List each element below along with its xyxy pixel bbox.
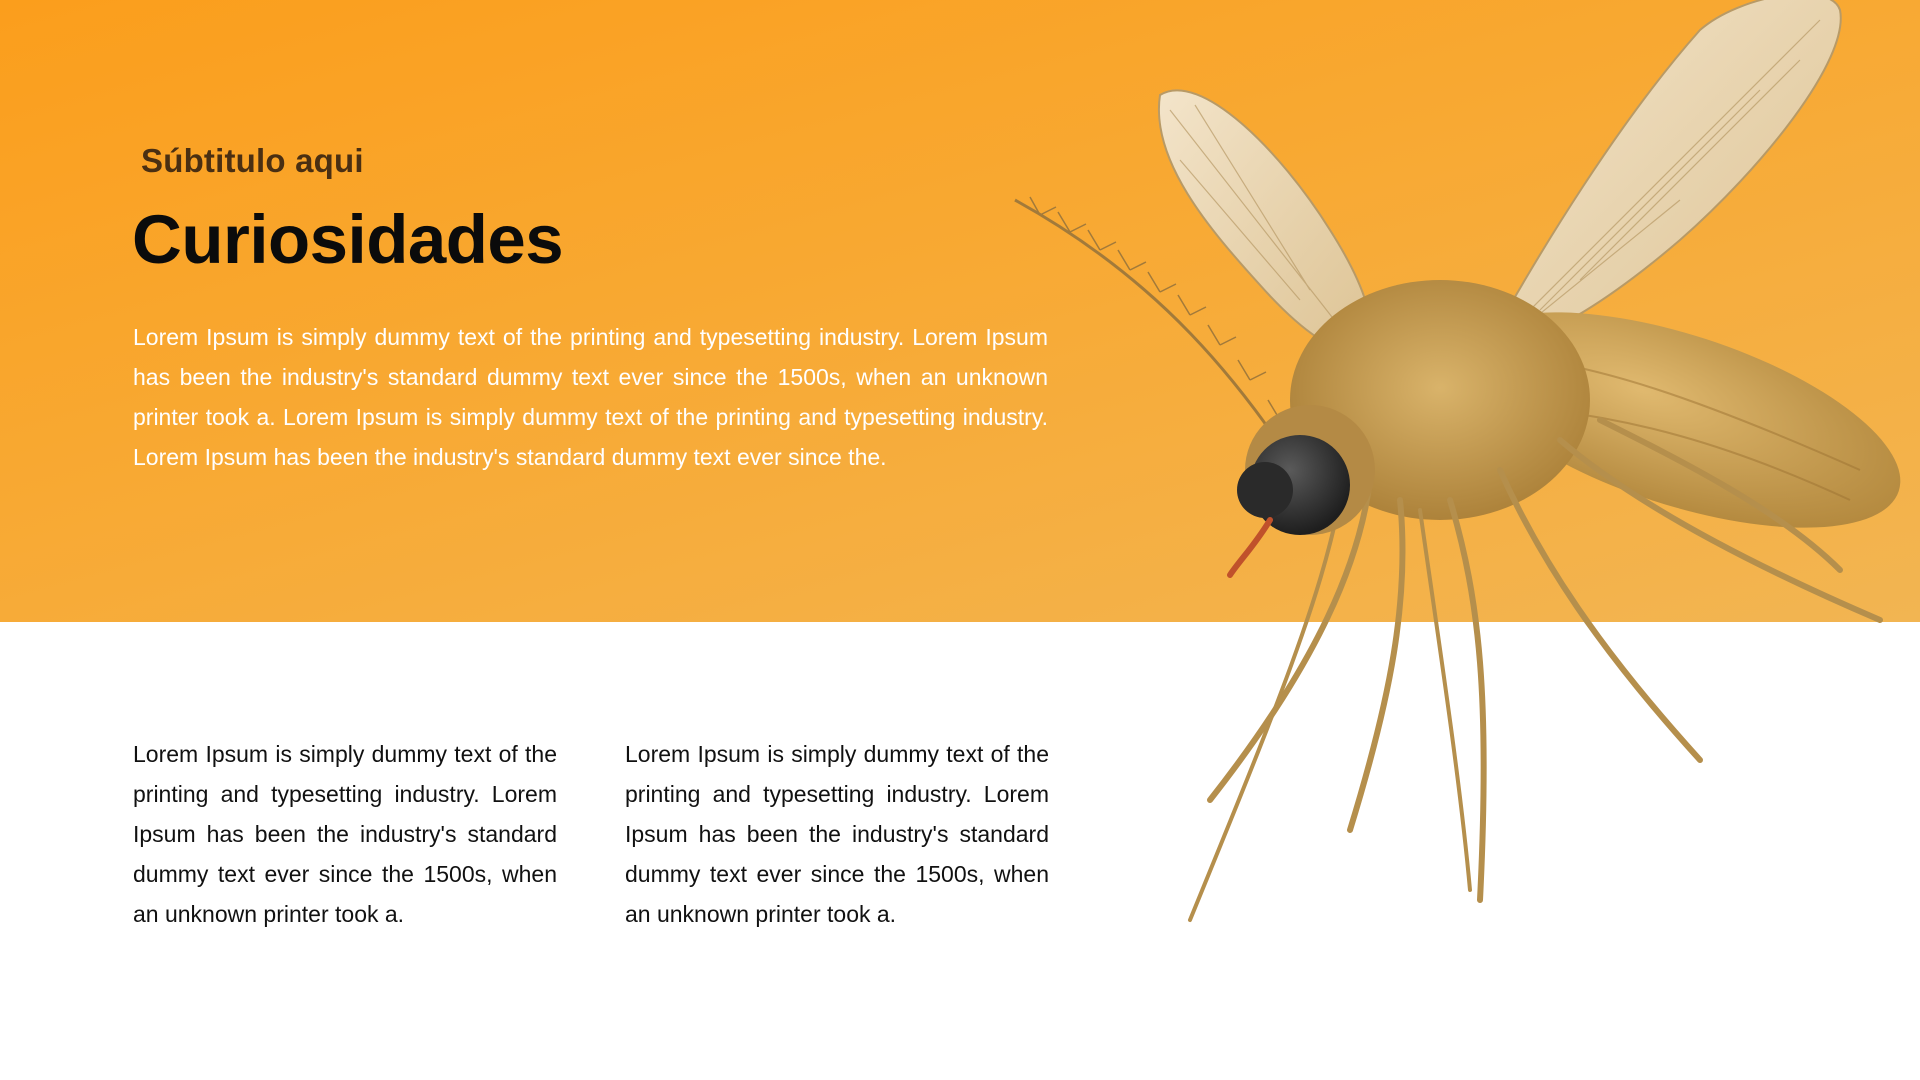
- body-column-right: Lorem Ipsum is simply dummy text of the printing and typesetting industry. Lorem Ipsum has been the industry's standard dummy text ever since the 1500s, when an unknown printer took a.: [625, 741, 1049, 927]
- mosquito-illustration: [980, 0, 1920, 940]
- slide-subtitle: Súbtitulo aqui: [141, 142, 364, 179]
- mosquito-proboscis: [1230, 520, 1270, 575]
- intro-paragraph: Lorem Ipsum is simply dummy text of the printing and typesetting industry. Lorem Ipsum has been the industry's standard dummy text ever since the 1500s, when an unknown printer took a. Lorem Ipsum is simply dummy text of the printing and typesetting industry. Lorem Ipsum has been the industry's standard dummy text ever since the.: [133, 324, 1048, 470]
- slide-title: Curiosidades: [132, 201, 564, 278]
- mosquito-wing-right: [1485, 0, 1841, 350]
- body-column-left: Lorem Ipsum is simply dummy text of the printing and typesetting industry. Lorem Ipsum has been the industry's standard dummy text ever since the 1500s, when an unknown printer took a.: [133, 741, 557, 927]
